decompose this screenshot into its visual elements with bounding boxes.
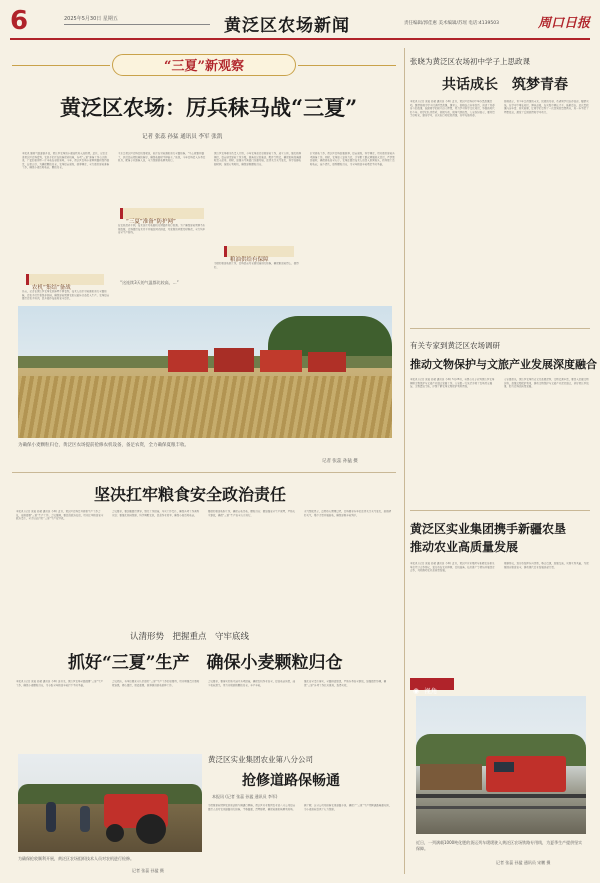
tractor-wheel bbox=[136, 814, 166, 844]
masthead-rule bbox=[10, 38, 590, 40]
article-text: 本报讯 (记者 张蕊 孙猛 通讯员 李军) 近日，黄泛区农场初中举办思政课活动，邀请张晓为学子们讲授思政课。课堂上，张晓结合自身经历，讲述了青春奋斗的故事，鼓励同学们树立远大理想，努力学习科学文化知识，争做新时代好少年。同学们认真聆听，积极互动，现场气氛热烈。大家纷纷表示，要珍惜美好时光，勤奋学习，以实际行动报效祖国，书写无悔青春。 bbox=[410, 100, 495, 118]
kicker-1: 张晓为黄泛区农场初中学子上思政课 bbox=[410, 57, 530, 66]
worker bbox=[46, 802, 56, 832]
date-line: 2025年5月30日 星期五 bbox=[64, 16, 118, 22]
harvester-photo bbox=[18, 306, 392, 438]
kicker-3: 认清形势 把握重点 守牢底线 bbox=[130, 632, 250, 642]
rail-track bbox=[416, 794, 586, 798]
article-text: 会议指出，各单位要充分认识做好“三夏”生产工作的重要性，切实增强责任感和紧迫感，精心组织，周密部署，统筹推进夏收夏种工作。 bbox=[112, 680, 200, 687]
photo-label bbox=[410, 678, 454, 695]
editors-line: 责任编辑/郭佳惠 美术编辑/苏瑶 电话:4139503 bbox=[404, 21, 499, 26]
headline-2-right: 推动文物保护与文旅产业发展深度融合 bbox=[410, 358, 597, 371]
article-text: 本报讯 随着气温逐渐升高，黄泛区农场的小麦陆续进入成熟期。近日，记者走进黄泛区农场看到，农机手们正在检修保养机械，各项“三夏”准备工作有序推进，广袤的麦田里一片丰收在望的景象。今年，黄泛区农场小麦种植面积保持稳定，长势良好，为确保颗粒归仓，农场提前谋划，统筹调度，全力做好夏收准备工作，确保小麦适时收获、颗粒归仓。 bbox=[22, 152, 110, 170]
subhead-2 bbox=[120, 208, 204, 225]
subhead-3-text: 粮油供给有保障 bbox=[230, 257, 269, 263]
byline-4: 本报讯 (记者 张蕊 孙猛 通讯员 李军) bbox=[212, 794, 278, 799]
photo2-credit: 记者 张蕊 孙猛 摄 bbox=[132, 868, 164, 873]
article-text: 本报讯 (记者 张蕊 孙猛 通讯员 李军) 近日，黄泛区农场召开夏粮生产工作会议，安排部署“三夏”生产工作。会议强调，要提高政治站位，切实扛牢粮食安全政治责任，全力以赴打好“三夏”生产攻坚战。 bbox=[16, 510, 104, 521]
harvester bbox=[308, 352, 346, 372]
headline-2: 坚决扛牢粮食安全政治责任 bbox=[94, 485, 287, 504]
paper-name: 周口日报 bbox=[538, 16, 591, 31]
crop-rows bbox=[18, 376, 392, 438]
article-text: 为保障夏收期间农机和运粮车辆通行顺畅，黄泛区实业集团农业第八分公司提前组织人员对农田道路进行抢修，平整路面，清理障碍，确保收割机械顺利进场。 bbox=[208, 804, 296, 811]
tractor-photo bbox=[18, 754, 202, 852]
article-text: 据了解，该分公司共抢修农田道路多条，确保了“三夏”生产期间道路畅通无阻，为小麦抢收提供了有力保障。 bbox=[304, 804, 392, 811]
harvester bbox=[260, 350, 302, 372]
photo-caption-right: 近日，一列满载1000吨化肥的货运列车缓缓驶入黄泛区农场铁路专用线，为夏季生产提供坚实保障。 bbox=[416, 840, 583, 851]
subhead-2-text: “三夏”准备“防护网” bbox=[126, 219, 176, 225]
article-text: 强化安全责任落实，全面排查隐患，严防各类安全事故，加强组织协调，确保“三夏”各项工作扎实推进，取得实效。 bbox=[304, 680, 387, 687]
article-text: 黄泛区农场相关负责人介绍，今年农场高度重视夏收工作，成立专班，强化统筹调度，提前制定夏收工作方案，储备充足的柴油、配件等物资，确保机械设备随时投入使用。同时，加强与气象部门沟通对接，密切关注天气变化，科学安排收割时间，抢抓有利时机，确保夏粮颗粒归仓。 bbox=[214, 152, 302, 166]
article-text: 天气预报显示，近期将有降雨过程，农场要求各单位密切关注天气变化，抢抓晴好天气，集中力量开展抢收，确保夏粮丰收到手。 bbox=[304, 510, 392, 517]
article-text: 张晓表示，青少年是祖国的未来、民族的希望，希望同学们志存高远、脚踏实地，在学习中增长知识、锤炼品格，在实践中增长才干、砥砺意志。此次思政课内容丰富、形式新颖，让同学们受到了一次深刻的思想教育，进一步坚定了理想信念，激发了爱国热情和学习动力。 bbox=[504, 100, 589, 114]
section-rule bbox=[410, 510, 590, 511]
masthead-left-rule bbox=[64, 24, 210, 25]
subhead-1-text: 农机“集结”备战 bbox=[32, 285, 71, 291]
locomotive-window bbox=[494, 762, 514, 772]
banner-rule-right bbox=[298, 65, 396, 66]
rail-track bbox=[416, 806, 586, 809]
kicker-2: 有关专家到黄泛区农场调研 bbox=[410, 341, 500, 350]
column-divider bbox=[404, 48, 405, 874]
banner bbox=[112, 54, 296, 76]
camera-icon: ◉ bbox=[413, 687, 420, 695]
article-text: 本报讯 (记者 张蕊 孙猛 通讯员 李军) 近日，黄泛区实业集团与新疆农垦相关单位签订合作协议，双方将在农业种植、农机装备、技术推广等领域开展深度合作，共同推动农业高质量发展。 bbox=[410, 562, 495, 573]
harvester bbox=[168, 350, 208, 372]
article-text: 本报讯 (记者 张蕊 孙猛 通讯员 李军) 连日来，黄泛区农场全面部署“三夏”生产工作，确保小麦颗粒归仓，为夺取全年粮食丰收打下坚实基础。 bbox=[16, 680, 104, 687]
main-byline: 记者 张蕊 孙猛 通讯员 李军 张凯 bbox=[142, 134, 223, 140]
article-text: 为做好粮食收储工作，农场提前对仓储设施进行检修，确保粮食收得上、储得好。 bbox=[214, 262, 299, 269]
article-text: 要做好粮食收购工作，确保应收尽收、颗粒归仓；要加强安全生产管理，严防火灾事故，确保“三夏”生产安全有序进行。 bbox=[208, 510, 296, 517]
headline-1: 共话成长 筑梦青春 bbox=[442, 77, 568, 93]
article-text: 针对夏收工作，黄泛区农场加强统筹，提前谋划，科学调度，切实做好夏收各项准备工作。同时，农场加大宣传力度，引导职工群众增强防火意识，严禁焚烧秸秆，确保夏收安全有序。农场还组织技术人员深入田间地头，指导职工适时收获，减少损失，做到颗粒归仓，为全年粮食丰收奠定坚实基础。 bbox=[310, 152, 395, 166]
article-text: 会议要求，要加强组织领导，细化工作措施，压实工作责任，确保各项工作落到实处；要强化机械保障，科学调配农机，提高作业效率，确保小麦适时收获。 bbox=[112, 510, 200, 517]
worker bbox=[80, 806, 90, 832]
photo-caption: 为确保小麦颗粒归仓，黄泛区农场提前抢修农机设备，备足农资，全力确保夏粮丰收。 bbox=[18, 443, 189, 448]
section-rule bbox=[410, 328, 590, 329]
photo-label-text: 视角 bbox=[424, 687, 438, 695]
article-text: 日前，记者在黄泛区农场农机修理车间看到，技术人员正对收割机进行全面检修，农机手们忙着保养机械，确保夏收期间农机以最佳状态投入生产。农场提前组织农机手培训，提升操作技能和安全意识。 bbox=[22, 290, 110, 301]
banner-text: “三夏”新观察 bbox=[164, 59, 244, 74]
left-panel bbox=[12, 48, 396, 876]
subhead-1 bbox=[26, 274, 104, 291]
article-text: 专家组指出，黄泛区农场历史文化底蕴深厚，文物资源丰富，要深入挖掘文物价值，加强文物保护利用，推动文物保护与文旅产业深度融合，讲好黄泛区故事，助力农场高质量发展。 bbox=[504, 378, 589, 389]
section-rule bbox=[12, 472, 396, 473]
article-text: 根据协议，双方将发挥各自优势，整合资源，加强交流，实现互利共赢，为保障国家粮食安全、推动现代农业发展贡献力量。 bbox=[504, 562, 589, 569]
pull-quote: “这连续3天的气温都比较高，…” bbox=[120, 280, 179, 285]
article-text: 会议要求，要落实好防灾减灾各项措施，确保农机作业安全，提高收获质量，减少机收损失，努力实现夏粮颗粒归仓、丰产丰收。 bbox=[208, 680, 296, 687]
headline-3: 抓好“三夏”生产 确保小麦颗粒归仓 bbox=[68, 653, 343, 673]
article-text: 本报讯 (记者 张蕊 孙猛 通讯员 李军) 5月28日，省级有关专家到黄泛区农场调研文物保护与文旅产业融合发展工作。专家组一行先后参观了农场历史展馆、文物遗址等地，详细了解农场文物保护利用情况。 bbox=[410, 378, 495, 389]
photo2-caption: 为确保抢收顺利开展，黄泛区农场组织技术人员对农机进行检修。 bbox=[18, 856, 134, 861]
headline-4: 抢修道路保畅通 bbox=[242, 773, 340, 789]
photo-credit: 记者 张蕊 孙猛 摄 bbox=[322, 459, 358, 464]
subhead-3 bbox=[224, 246, 294, 263]
freight-car bbox=[420, 764, 482, 790]
photo-credit-right: 记者 张蕊 孙猛 通讯员 宋鹏 摄 bbox=[496, 860, 551, 865]
kicker-4: 黄泛区实业集团农业第八分公司 bbox=[208, 755, 313, 764]
article-text: 王东是黄泛区农场农机驾驶员，他正在对收割机进行全面检修。“马上就要开镰了，我们提前把机械检修好，确保收割时不掉链子。”他说，今年农场投入各类农机具，配备专业维修人员，全力保障夏收顺利进行。 bbox=[118, 152, 206, 163]
section-title: 黄泛区农场新闻 bbox=[224, 16, 350, 36]
train-photo bbox=[416, 696, 586, 834]
banner-rule-left bbox=[12, 65, 110, 66]
headline-3b-right: 推动农业高质量发展 bbox=[410, 540, 519, 554]
masthead bbox=[0, 0, 600, 44]
right-panel bbox=[410, 48, 597, 876]
tractor-wheel bbox=[106, 824, 124, 842]
headline-3a-right: 黄泛区实业集团携手新疆农垦 bbox=[410, 522, 567, 536]
page-number: 6 bbox=[10, 6, 29, 36]
article-text: 在农机保养车间，技术员正对收割机关键部件进行检测。为了确保夏收期间不出现故障，农场组织技术骨干开展拉网式排查，对发现的问题及时整改，全力筑牢安全生产防线。 bbox=[118, 224, 206, 235]
main-headline: 黄泛区农场：厉兵秣马战“三夏” bbox=[60, 95, 358, 120]
harvester bbox=[214, 348, 254, 372]
